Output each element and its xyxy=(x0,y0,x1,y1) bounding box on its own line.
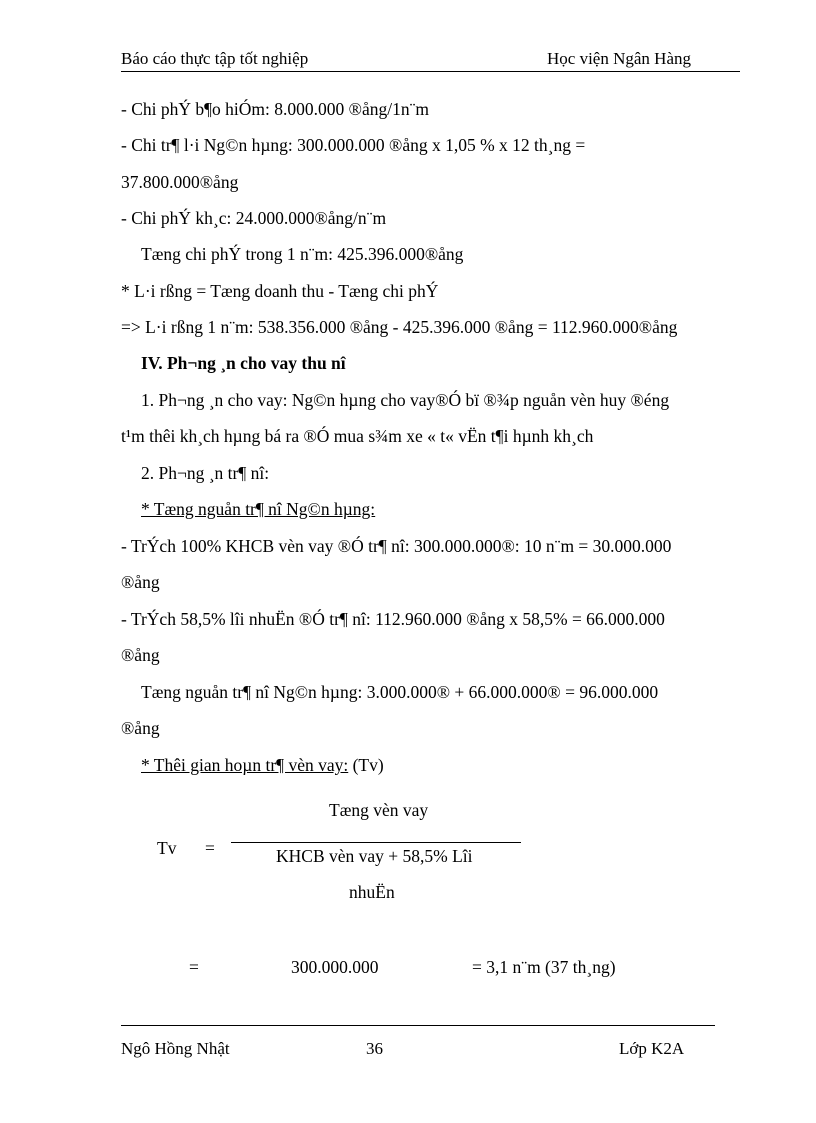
footer-author: Ngô Hồng Nhật xyxy=(121,1039,230,1058)
line-depreciation: - TrÝch 100% KHCB vèn vay ®Ó tr¶ nî: 300.000.000®: 10 n¨m = 30.000.000 xyxy=(121,536,672,556)
fraction-bar xyxy=(231,842,521,843)
footer-rule xyxy=(121,1025,715,1026)
line-net-profit: => L·i rßng 1 n¨m: 538.356.000 ®ång - 425.396.000 ®ång = 112.960.000®ång xyxy=(121,317,678,337)
line-total-repayment-unit: ®ång xyxy=(121,718,160,738)
line-total-repayment: Tæng nguån tr¶ nî Ng©n hµng: 3.000.000® + 66.000.000® = 96.000.000 xyxy=(141,682,659,702)
formula-numerator: Tæng vèn vay xyxy=(329,800,429,820)
line-other-cost: - Chi phÝ kh¸c: 24.000.000®ång/n¨m xyxy=(121,208,387,228)
payback-label: * Thêi gian hoµn tr¶ vèn vay: xyxy=(141,755,349,775)
item1-line-b: t¹m thêi kh¸ch hµng bá ra ®Ó mua s¾m xe « t« vËn t¶i hµnh kh¸ch xyxy=(121,426,594,446)
subheading-payback-time xyxy=(141,755,384,776)
formula-equals-2: = xyxy=(189,957,199,977)
line-insurance-cost: - Chi phÝ b¶o hiÓm: 8.000.000 ®ång/1n¨m xyxy=(121,99,430,119)
footer-class: Lớp K2A xyxy=(619,1039,685,1058)
line-net-profit-def: * L·i rßng = Tæng doanh thu - Tæng chi phÝ xyxy=(121,281,439,301)
header-rule xyxy=(121,71,740,72)
header-right: Học viện Ngân Hàng xyxy=(547,49,691,68)
line-profit-share: - TrÝch 58,5% lîi nhuËn ®Ó tr¶ nî: 112.960.000 ®ång x 58,5% = 66.000.000 xyxy=(121,609,665,629)
line-total-cost: Tæng chi phÝ trong 1 n¨m: 425.396.000®ång xyxy=(141,244,464,264)
section-heading: IV. Ph¬ng ¸n cho vay thu nî xyxy=(141,353,346,373)
subheading-repayment-source: * Tæng nguån tr¶ nî Ng©n hµng: xyxy=(141,499,376,519)
line-depreciation-unit: ®ång xyxy=(121,572,160,592)
line-interest-cost: - Chi tr¶ l·i Ng©n hµng: 300.000.000 ®ång x 1,05 % x 12 th¸ng = xyxy=(121,135,586,155)
payback-symbol: (Tv) xyxy=(348,755,384,775)
page-number: 36 xyxy=(366,1039,383,1058)
formula-equals: = xyxy=(205,838,215,858)
line-profit-share-unit: ®ång xyxy=(121,645,160,665)
formula-denominator-a: KHCB vèn vay + 58,5% Lîi xyxy=(276,846,473,866)
item2-heading: 2. Ph¬ng ¸n tr¶ nî: xyxy=(141,463,270,483)
line-interest-total: 37.800.000®ång xyxy=(121,172,239,192)
item1-line-a: 1. Ph¬ng ¸n cho vay: Ng©n hµng cho vay®Ó bï ®¾p nguån vèn huy ®éng xyxy=(141,390,670,410)
formula-value: 300.000.000 xyxy=(291,957,379,977)
formula-lhs: Tv xyxy=(157,838,177,858)
formula-denominator-b: nhuËn xyxy=(349,882,395,902)
formula-result: = 3,1 n¨m (37 th¸ng) xyxy=(472,957,616,977)
header-left: Báo cáo thực tập tốt nghiệp xyxy=(121,49,309,68)
